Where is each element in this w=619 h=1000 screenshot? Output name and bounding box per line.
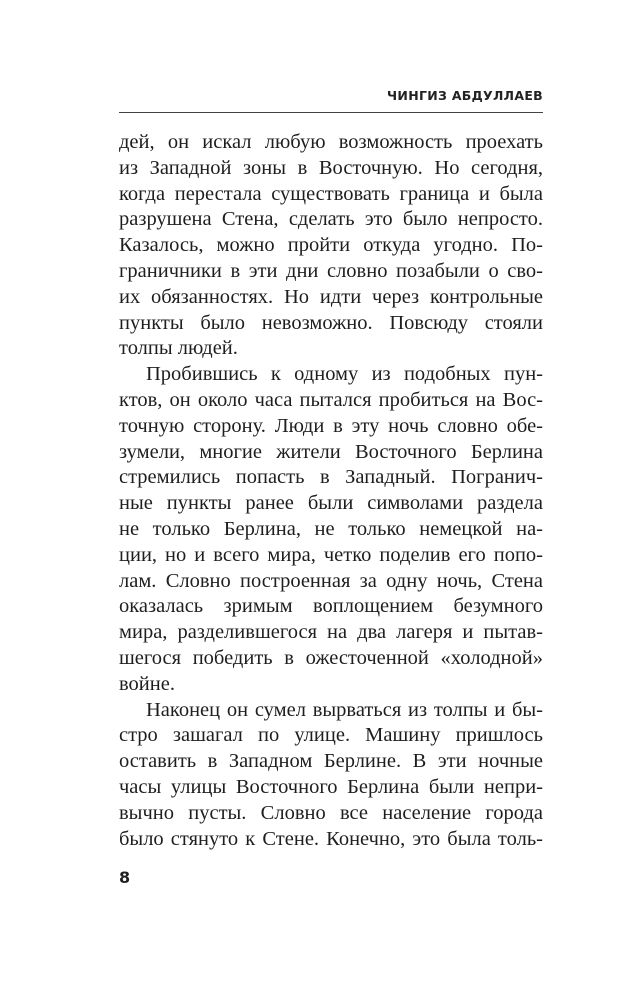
text-line: толпы людей. [119,337,238,360]
paragraph [119,362,543,697]
text-line: дей, он искал любую возможность проехать [119,131,543,153]
text-line: шегося победить в ожесточенной «холодной» [119,646,543,669]
text-line: зумели, многие жители Восточного Берлина [119,440,543,463]
text-line: Казалось, можно пройти откуда угодно. По- [119,234,543,257]
text-line: часы улицы Восточного Берлина были непри- [119,775,543,798]
text-line: оставить в Западном Берлине. В эти ночные [119,750,543,773]
paragraph [119,130,543,362]
text-line: ные пункты ранее были символами раздела [119,492,543,515]
text-line: мира, разделившегося на два лагеря и пытав- [119,621,543,644]
header-rule [119,112,543,113]
text-line: было стянуто к Стене. Конечно, это была толь- [119,827,543,850]
text-line: когда перестала существовать граница и была [119,182,543,205]
page-number: 8 [119,868,131,887]
text-line: не только Берлина, не только немецкой на- [119,517,543,540]
text-line: граничники в эти дни словно позабыли о сво- [119,259,543,282]
text-line: их обязанностях. Но идти через контрольные [119,285,543,308]
text-line: Пробившись к одному из подобных пун- [146,363,543,386]
text-line: стро зашагал по улице. Машину пришлось [119,724,543,747]
text-line: ктов, он около часа пытался пробиться на Вос- [119,388,543,411]
text-line: точную сторону. Люди в эту ночь словно обе- [119,414,543,437]
text-line: лам. Словно построенная за одну ночь, Стена [119,569,543,592]
text-line: из Западной зоны в Восточную. Но сегодня, [119,156,543,179]
paragraph [119,698,543,853]
text-line: Наконец он сумел вырваться из толпы и бы- [146,698,543,721]
text-line: вычно пусты. Словно все население города [119,801,543,824]
text-line: стремились попасть в Западный. Погранич- [119,466,543,489]
text-line: разрушена Стена, сделать это было непросто. [119,208,543,231]
text-line: ции, но и всего мира, четко поделив его попо- [119,543,543,566]
text-line: оказалась зримым воплощением безумного [119,595,543,618]
body-text [119,130,543,852]
text-line: войне. [119,672,175,695]
text-line: пункты было невозможно. Повсюду стояли [119,311,543,334]
running-header-author: ЧИНГИЗ АБДУЛЛАЕВ [387,88,543,103]
